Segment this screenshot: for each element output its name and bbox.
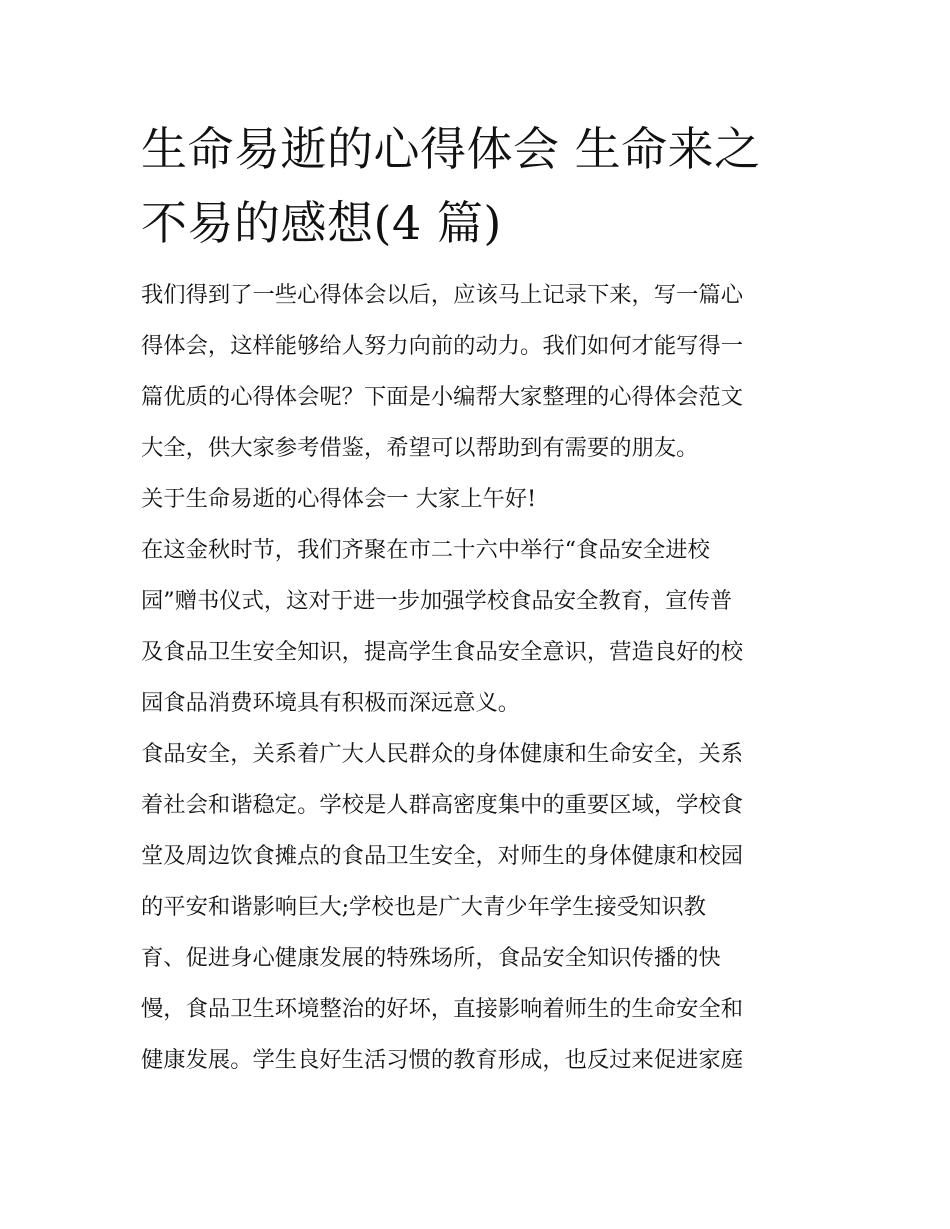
text-line: 健康发展。学生良好生活习惯的教育形成，也反过来促进家庭: [141, 1047, 744, 1073]
text-line: 篇优质的心得体会呢？下面是小编帮大家整理的心得体会范文: [141, 384, 744, 410]
body-paragraph: [141, 525, 813, 729]
body-text: [141, 270, 813, 1086]
body-paragraph: [141, 729, 813, 1086]
document-content: [141, 112, 813, 1086]
text-line: 及食品卫生安全知识，提高学生食品安全意识，营造良好的校: [141, 639, 744, 665]
text-line: 大全，供大家参考借鉴，希望可以帮助到有需要的朋友。: [141, 435, 699, 461]
text-line: 食品安全，关系着广大人民群众的身体健康和生命安全，关系: [141, 741, 744, 767]
page-title: [141, 112, 813, 260]
text-line: 在这金秋时节，我们齐聚在市二十六中举行“食品安全进校: [141, 537, 710, 563]
text-line: 得体会，这样能够给人努力向前的动力。我们如何才能写得一: [141, 333, 744, 359]
text-line: 育、促进身心健康发展的特殊场所，食品安全知识传播的快: [141, 945, 721, 971]
section-heading-paragraph: [141, 474, 813, 525]
title-line: 生命易逝的心得体会 生命来之: [141, 122, 761, 176]
text-line: 着社会和谐稳定。学校是人群高密度集中的重要区域，学校食: [141, 792, 744, 818]
text-line: 园食品消费环境具有积极而深远意义。: [141, 690, 521, 716]
intro-paragraph: [141, 270, 813, 474]
text-line: 的平安和谐影响巨大;学校也是广大青少年学生接受知识教: [141, 894, 706, 920]
text-line: 园”赠书仪式，这对于进一步加强学校食品安全教育，宣传普: [141, 588, 733, 614]
text-line: 慢，食品卫生环境整治的好坏，直接影响着师生的生命安全和: [141, 996, 744, 1022]
title-line: 不易的感想(4 篇): [141, 196, 502, 250]
text-line: 关于生命易逝的心得体会一 大家上午好!: [141, 486, 537, 512]
text-line: 堂及周边饮食摊点的食品卫生安全，对师生的身体健康和校园: [141, 843, 744, 869]
text-line: 我们得到了一些心得体会以后，应该马上记录下来，写一篇心: [141, 282, 744, 308]
